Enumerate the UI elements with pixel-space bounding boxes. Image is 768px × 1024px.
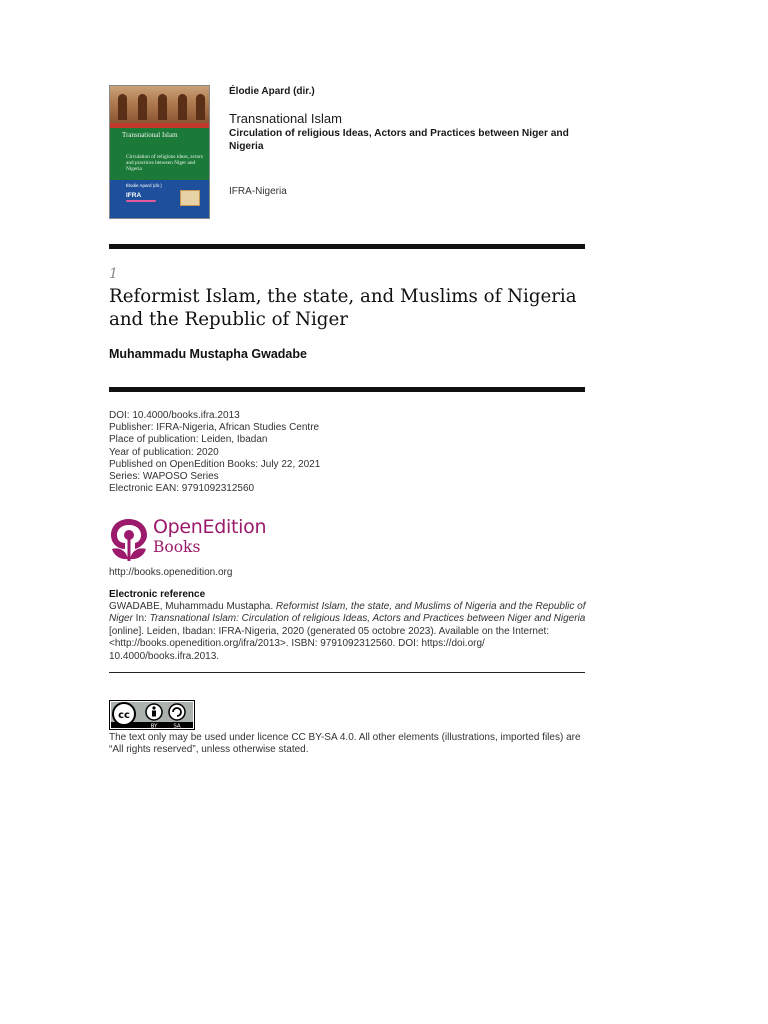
openedition-books-wordmark: Books: [153, 538, 201, 556]
cover-title: Transnational Islam: [122, 131, 178, 139]
svg-text:BY: BY: [150, 723, 158, 730]
chapter-title: Reformist Islam, the state, and Muslims of Nigeria and the Republic of Niger: [109, 286, 577, 330]
meta-doi: DOI: 10.4000/books.ifra.2013: [109, 410, 240, 421]
cover-publisher-logo: IFRA: [126, 192, 142, 199]
publication-metadata: [109, 410, 320, 495]
book-publisher: IFRA-Nigeria: [229, 186, 287, 197]
meta-year: Year of publication: 2020: [109, 446, 219, 458]
reference-book-title: Transnational Islam: Circulation of religious Ideas, Actors and Practices between Niger and Nigeria: [149, 613, 586, 625]
cover-author: Élodie Apard (dir.): [126, 183, 162, 188]
meta-published-on: Published on OpenEdition Books: July 22, 2021: [109, 458, 321, 470]
meta-publisher: Publisher: IFRA-Nigeria, African Studies Centre: [109, 422, 320, 434]
divider-top: [109, 244, 585, 249]
openedition-wordmark: OpenEdition: [153, 516, 267, 538]
cover-illustration: [180, 190, 200, 206]
cc-by-sa-license-icon[interactable]: [109, 700, 195, 730]
meta-series: Series: WAPOSO Series: [109, 471, 219, 483]
license-text: The text only may be used under licence CC BY-SA 4.0. All other elements (illustrations, imported files) are “All rights reserved”, unless otherwise stated.: [109, 732, 581, 756]
book-author: Élodie Apard (dir.): [229, 86, 315, 97]
electronic-reference-heading: Electronic reference: [109, 589, 206, 600]
meta-ean: Electronic EAN: 9791092312560: [109, 483, 255, 495]
svg-text:SA: SA: [173, 723, 181, 730]
book-title[interactable]: Transnational Islam: [229, 111, 342, 126]
divider-bottom: [109, 672, 585, 673]
divider-middle: [109, 387, 585, 392]
meta-place: Place of publication: Leiden, Ibadan: [109, 434, 268, 446]
cover-subtitle: Circulation of religious ideas, actors and practices between Niger and Nigeria: [126, 154, 203, 172]
electronic-reference-text: GWADABE, Muhammadu Mustapha. Reformist Islam, the state, and Muslims of Nigeria and the Republic of Niger In: Transnational Islam: Circulation of religious Ideas, Actors and Practices between Niger and Nigeria [online]. Leiden, Ibadan: IFRA-Nigeria, 2020 (generated 05 octobre 2023). Available on the Internet: <http://books.openedition.org/ifra/2013>. ISBN: 9791092312560. DOI: https://doi.org/ 10.4000/books.ifra.2013.: [109, 601, 586, 662]
book-subtitle: Circulation of religious Ideas, Actors and Practices between Niger and Nigeria: [229, 128, 569, 152]
book-cover: [109, 85, 210, 219]
chapter-author: Muhammadu Mustapha Gwadabe: [109, 347, 307, 361]
reference-chapter-title: Reformist Islam, the state, and Muslims of Nigeria and the Republic of Niger: [109, 601, 586, 625]
svg-text:cc: cc: [118, 710, 130, 721]
openedition-url-link[interactable]: http://books.openedition.org: [109, 567, 233, 578]
chapter-number: 1: [109, 266, 118, 282]
